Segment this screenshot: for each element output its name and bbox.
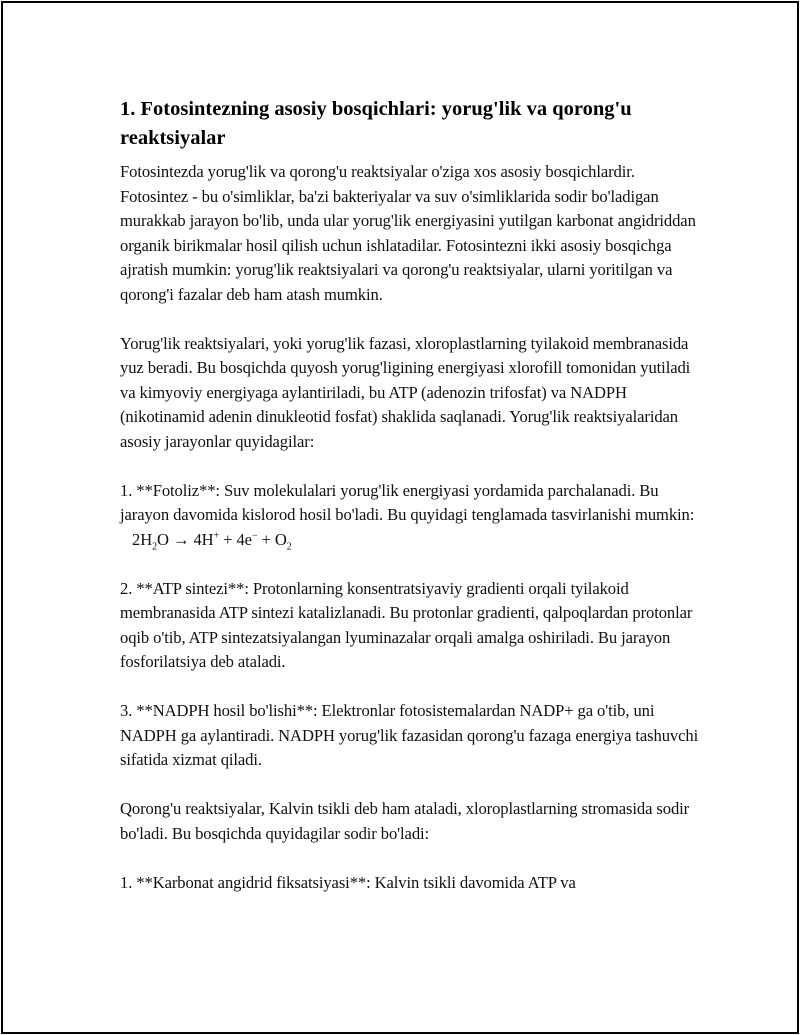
dark-reactions-paragraph: Qorong'u reaktsiyalar, Kalvin tsikli deb ham ataladi, xloroplastlarning stromasida sodir bo'ladi. Bu bosqichda quyidagilar sodir bo'ladi: xyxy=(120,799,690,843)
photolysis-equation: $2H_2O \to 4H^+ + 4e^- + O_2$ xyxy=(132,529,292,552)
nadph-formation-item: 3. **NADPH hosil bo'lishi**: Elektronlar fotosistemalardan NADP+ ga o'tib, uni NADPH ga aylantiradi. NADPH yorug'lik fazasidan qorong'u fazaga energiya tashuvchi sifatida xizmat qiladi. xyxy=(120,701,699,769)
carbon-fixation-item: 1. **Karbonat angidrid fiksatsiyasi**: Kalvin tsikli davomida ATP va xyxy=(120,872,576,892)
atp-synthesis-item: 2. **ATP sintezi**: Protonlarning konsentratsiyaviy gradienti orqali tyilakoid membranasida ATP sintezi katalizlanadi. Bu protonlar gradienti, qalpoqlardan protonlar oqib o'tib, ATP sintezatsiyalangan lyuminazalar orqali amalga oshiriladi. Bu jarayon fosforilatsiya deb ataladi. xyxy=(120,578,693,671)
photolysis-item xyxy=(120,479,700,553)
photolysis-text: 1. **Fotoliz**: Suv molekulalari yorug'lik energiyasi yordamida parchalanadi. Bu jarayon davomida kislorod hosil bo'ladi. Bu quyidagi tenglamada tasvirlanishi mumkin: xyxy=(120,480,695,524)
document-body xyxy=(120,95,700,895)
section-heading: 1. Fotosintezning asosiy bosqichlari: yorug'lik va qorong'u reaktsiyalar xyxy=(120,98,632,149)
intro-paragraph: Fotosintezda yorug'lik va qorong'u reaktsiyalar o'ziga xos asosiy bosqichlardir. Fotosintez - bu o'simliklar, ba'zi bakteriyalar va suv o'simliklarida sodir bo'ladigan murakkab jarayon bo'lib, unda ular yorug'lik energiyasini yutilgan karbonat angidriddan organik birikmalar hosil qilish uchun ishlatadilar. Fotosintezni ikki asosiy bosqichga ajratish mumkin: yorug'lik reaktsiyalari va qorong'u reaktsiyalar, ularni yoritilgan va qorong'i fazalar deb ham atash mumkin. xyxy=(120,162,696,304)
light-reactions-paragraph: Yorug'lik reaktsiyalari, yoki yorug'lik fazasi, xloroplastlarning tyilakoid membranasida yuz beradi. Bu bosqichda quyosh yorug'ligining energiyasi xlorofill tomonidan yutiladi va kimyoviy energiyaga aylantiriladi, bu ATP (adenozin trifosfat) va NADPH (nikotinamid adenin dinukleotid fosfat) shaklida saqlanadi. Yorug'lik reaktsiyalaridan asosiy jarayonlar quyidagilar: xyxy=(120,333,691,451)
document-page xyxy=(1,1,799,1034)
